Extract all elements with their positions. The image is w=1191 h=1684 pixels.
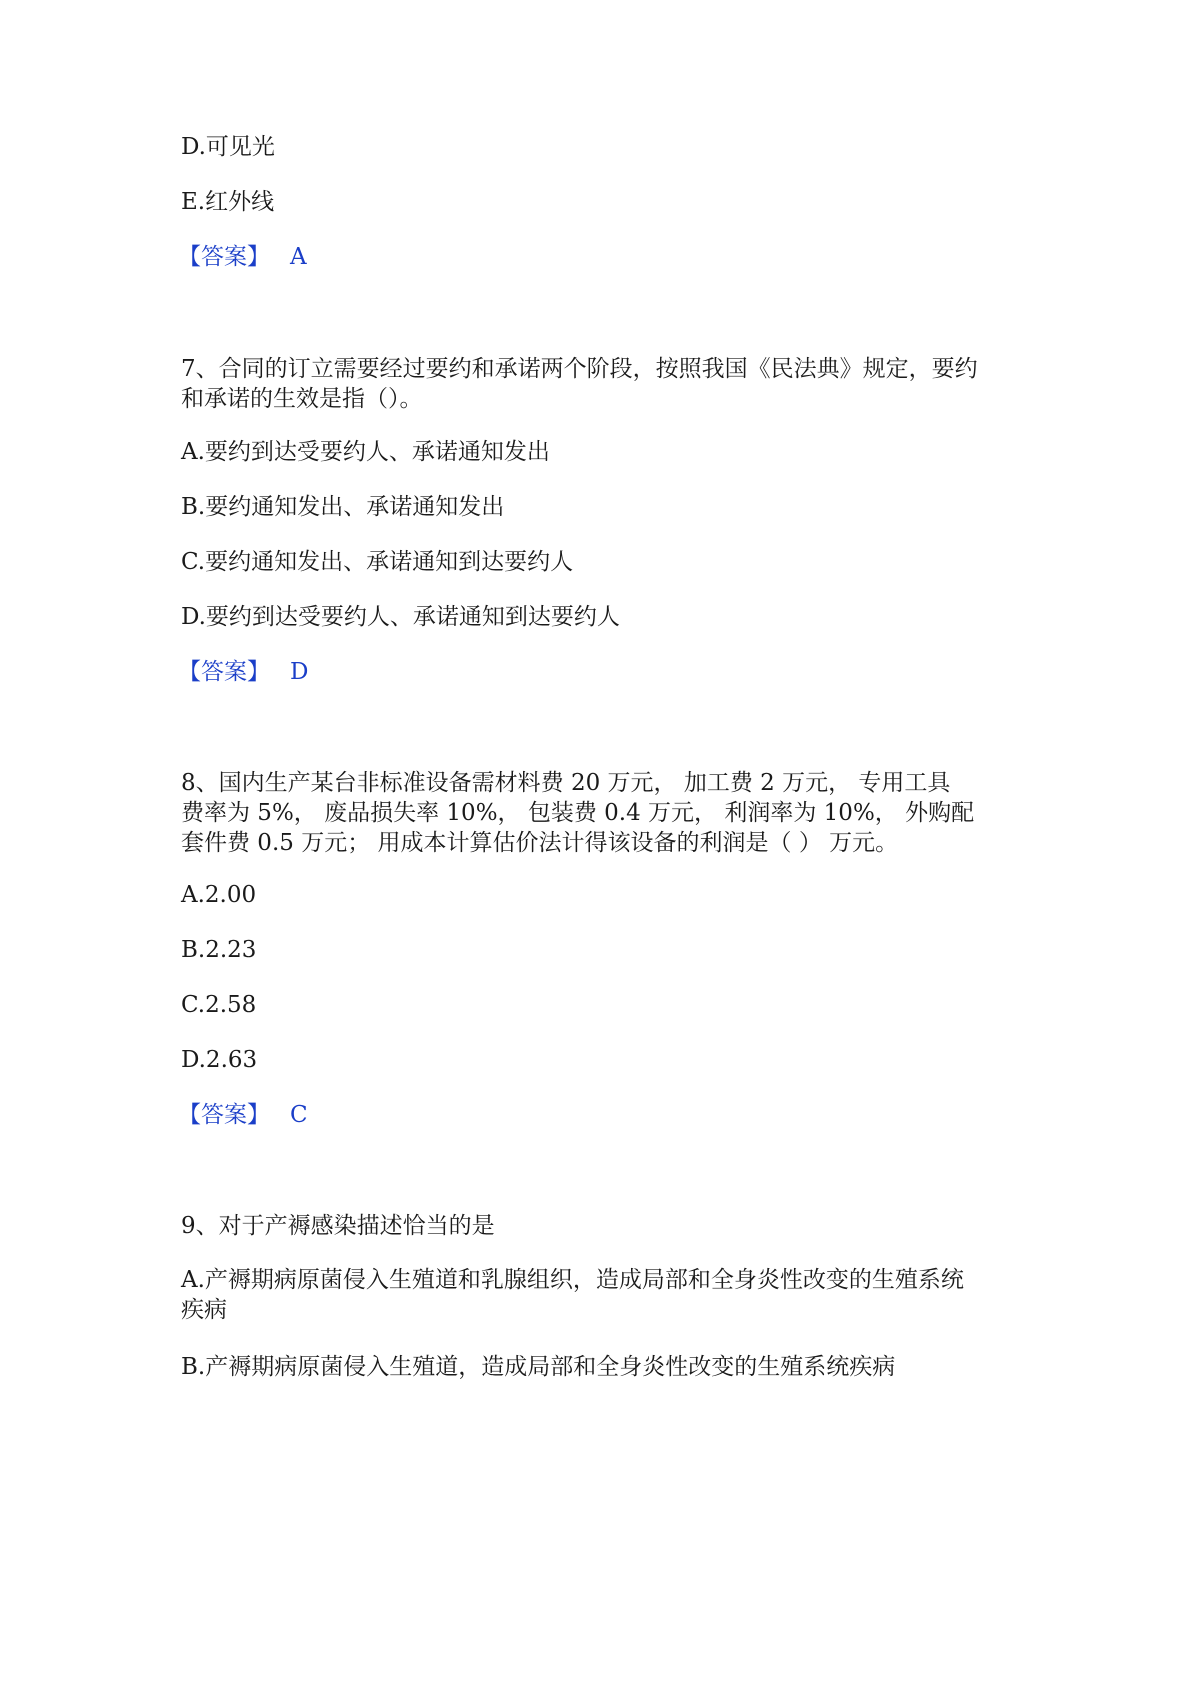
q8-stem-line1: 8、国内生产某台非标准设备需材料费 20 万元， 加工费 2 万元， 专用工具 bbox=[181, 770, 951, 796]
q7-answer bbox=[178, 657, 308, 688]
q8-stem-line3: 套件费 0.5 万元； 用成本计算估价法计得该设备的利润是（ ） 万元。 bbox=[181, 830, 899, 856]
prev-answer bbox=[178, 242, 307, 273]
answer-label: 【答案】 bbox=[178, 1102, 270, 1128]
answer-value: D bbox=[290, 659, 309, 685]
answer-label: 【答案】 bbox=[178, 659, 270, 685]
q8-option-c: C.2.58 bbox=[181, 992, 257, 1018]
q7-option-a: A.要约到达受要约人、承诺通知发出 bbox=[181, 439, 550, 465]
q9-option-b: B.产褥期病原菌侵入生殖道，造成局部和全身炎性改变的生殖系统疾病 bbox=[181, 1354, 896, 1380]
q7-option-c: C.要约通知发出、承诺通知到达要约人 bbox=[181, 549, 574, 575]
q7-option-d: D.要约到达受要约人、承诺通知到达要约人 bbox=[181, 604, 620, 630]
q7-stem-line2: 和承诺的生效是指（）。 bbox=[181, 386, 423, 412]
q9-stem: 9、对于产褥感染描述恰当的是 bbox=[181, 1213, 495, 1239]
q7-stem-line1: 7、合同的订立需要经过要约和承诺两个阶段，按照我国《民法典》规定，要约 bbox=[181, 356, 978, 382]
q7-option-b: B.要约通知发出、承诺通知发出 bbox=[181, 494, 505, 520]
answer-value: A bbox=[290, 244, 307, 270]
q9-option-a-line2: 疾病 bbox=[181, 1297, 227, 1323]
q9-option-a-line1: A.产褥期病原菌侵入生殖道和乳腺组织，造成局部和全身炎性改变的生殖系统 bbox=[181, 1267, 964, 1293]
q8-answer bbox=[178, 1100, 308, 1131]
q8-option-d: D.2.63 bbox=[181, 1047, 258, 1073]
q8-option-a: A.2.00 bbox=[181, 882, 257, 908]
prev-option-d: D.可见光 bbox=[181, 134, 275, 160]
answer-label: 【答案】 bbox=[178, 244, 270, 270]
answer-value: C bbox=[290, 1102, 308, 1128]
prev-option-e: E.红外线 bbox=[181, 189, 275, 215]
q8-stem-line2: 费率为 5%， 废品损失率 10%， 包装费 0.4 万元， 利润率为 10%， 外购配 bbox=[181, 800, 975, 826]
q8-option-b: B.2.23 bbox=[181, 937, 257, 963]
